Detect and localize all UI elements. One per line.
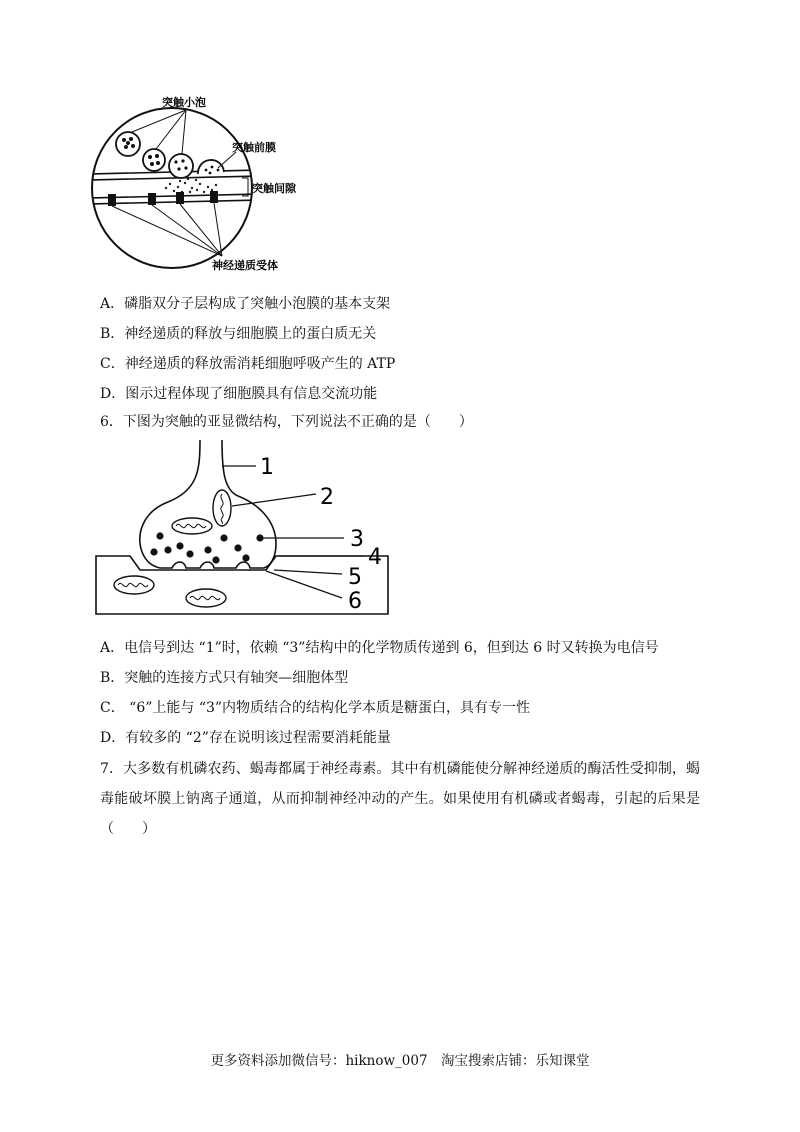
label-synaptic-cleft: 突触间隙 [252,182,296,195]
q6-option-d: D．有较多的 “2”存在说明该过程需要消耗能量 [100,730,391,746]
q6-option-a: A．电信号到达 “1”时，依赖 “3”结构中的化学物质传递到 6，但到达 6 时又转换为电信号 [100,640,659,656]
q5-option-b: B．神经递质的释放与细胞膜上的蛋白质无关 [100,326,377,342]
q7-stem: 7．大多数有机磷农药、蝎毒都属于神经毒素。其中有机磷能使分解神经递质的酶活性受抑制，蝎毒能破坏膜上钠离子通道，从而抑制神经冲动的产生。如果使用有机磷或者蝎毒，引起的后果是（ ） [100,761,700,837]
label-6: 6 [348,589,362,614]
label-1: 1 [260,455,274,480]
q5-option-c: C．神经递质的释放需消耗细胞呼吸产生的 ATP [100,356,396,372]
synapse-ultrastructure-diagram [88,440,398,620]
label-3: 3 [350,527,364,552]
label-presynaptic-membrane: 突触前膜 [232,141,276,154]
q6-option-b: B．突触的连接方式只有轴突—细胞体型 [100,670,349,686]
label-4: 4 [368,545,382,570]
q5-option-a: A．磷脂双分子层构成了突触小泡膜的基本支架 [100,296,391,312]
label-vesicle: 突触小泡 [162,96,206,109]
q6-stem: 6．下图为突触的亚显微结构，下列说法不正确的是（ ） [100,414,473,430]
synapse-vesicle-diagram [90,88,350,278]
label-receptor: 神经递质受体 [212,259,278,272]
label-2: 2 [320,485,334,510]
q5-option-d: D．图示过程体现了细胞膜具有信息交流功能 [100,386,378,402]
label-5: 5 [348,565,362,590]
footer-note: 更多资料添加微信号：hiknow_007 淘宝搜索店铺：乐知课堂 [210,1053,590,1069]
q6-option-c: C． “6”上能与 “3”内物质结合的结构化学本质是糖蛋白，具有专一性 [100,700,531,716]
